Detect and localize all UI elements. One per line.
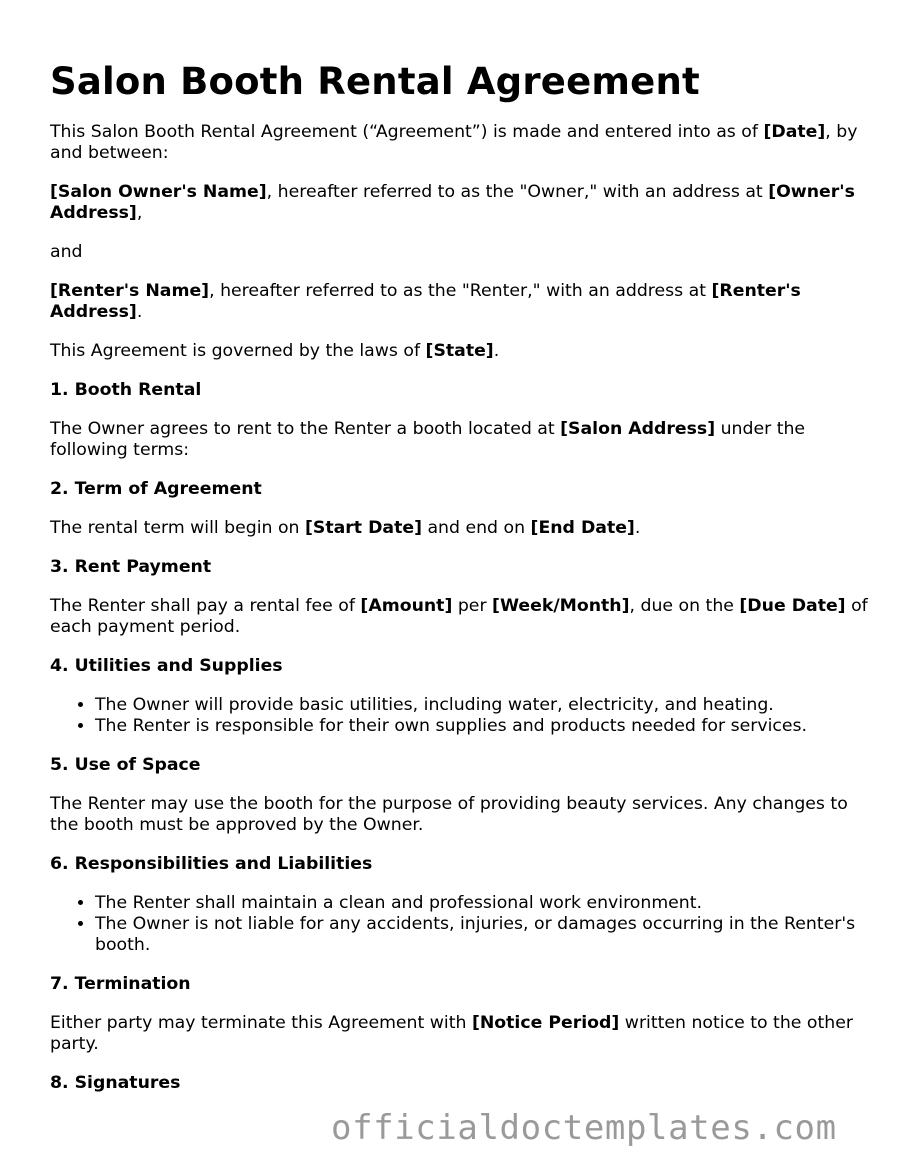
rent-text-due: , due on the (629, 596, 740, 617)
section-heading-term: 2. Term of Agreement (50, 479, 262, 500)
watermark: officialdoctemplates.com (331, 1108, 837, 1148)
document-title: Salon Booth Rental Agreement (50, 60, 700, 103)
governing-text: This Agreement is governed by the laws of (50, 341, 426, 362)
owner-text: , hereafter referred to as the "Owner," with an address at (266, 182, 769, 203)
list-item: • The Renter shall maintain a clean and professional work environment. (95, 893, 870, 914)
list-item: • The Owner will provide basic utilities, including water, electricity, and heating. (95, 695, 870, 716)
owner-address-placeholder: [Owner's Address] (50, 182, 855, 224)
renter-address-placeholder: [Renter's Address] (50, 281, 801, 323)
renter-paragraph (50, 281, 870, 323)
term-text-end: . (634, 518, 641, 539)
list-item: • The Owner is not liable for any accidents, injuries, or damages occurring in the Renter's booth. (95, 914, 870, 956)
governing-text-end: . (493, 341, 500, 362)
list-item: • The Renter is responsible for their own supplies and products needed for services. (95, 716, 870, 737)
responsibilities-list (50, 893, 870, 956)
intro-text: This Salon Booth Rental Agreement (“Agreement”) is made and entered into as of (50, 122, 764, 143)
owner-name-placeholder: [Salon Owner's Name] (50, 182, 267, 203)
rent-payment-paragraph (50, 596, 870, 638)
booth-rental-text: The Owner agrees to rent to the Renter a booth located at (50, 419, 561, 440)
rent-text: The Renter shall pay a rental fee of (50, 596, 361, 617)
notice-period-placeholder: [Notice Period] (471, 1013, 620, 1034)
renter-text-end: . (136, 302, 143, 323)
section-heading-termination: 7. Termination (50, 974, 191, 995)
renter-text: , hereafter referred to as the "Renter," with an address at (209, 281, 712, 302)
term-paragraph (50, 518, 870, 539)
intro-paragraph (50, 122, 870, 164)
period-placeholder: [Week/Month] (492, 596, 630, 617)
use-of-space-paragraph: The Renter may use the booth for the purpose of providing beauty services. Any changes to the booth must be approved by the Owner. (50, 794, 848, 836)
governing-law-paragraph (50, 341, 870, 362)
salon-address-placeholder: [Salon Address] (560, 419, 716, 440)
termination-paragraph (50, 1013, 870, 1055)
section-heading-use-of-space: 5. Use of Space (50, 755, 201, 776)
rent-text-end: of each payment period. (50, 596, 868, 638)
section-heading-utilities: 4. Utilities and Supplies (50, 656, 283, 677)
due-date-placeholder: [Due Date] (739, 596, 846, 617)
section-heading-responsibilities: 6. Responsibilities and Liabilities (50, 854, 373, 875)
and-paragraph: and (50, 242, 83, 263)
termination-text: Either party may terminate this Agreement with (50, 1013, 472, 1034)
owner-text-end: , (136, 203, 143, 224)
section-heading-signatures: 8. Signatures (50, 1073, 181, 1094)
rent-text-per: per (452, 596, 493, 617)
document-page (50, 60, 870, 1112)
intro-text-end: , by and between: (50, 122, 858, 164)
term-text: The rental term will begin on (50, 518, 306, 539)
section-heading-rent-payment: 3. Rent Payment (50, 557, 212, 578)
start-date-placeholder: [Start Date] (305, 518, 422, 539)
utilities-list (50, 695, 870, 737)
state-placeholder: [State] (425, 341, 494, 362)
termination-text-end: written notice to the other party. (50, 1013, 853, 1055)
amount-placeholder: [Amount] (360, 596, 453, 617)
renter-name-placeholder: [Renter's Name] (50, 281, 210, 302)
owner-paragraph (50, 182, 870, 224)
end-date-placeholder: [End Date] (530, 518, 635, 539)
booth-rental-text-end: under the following terms: (50, 419, 806, 461)
booth-rental-paragraph (50, 419, 870, 461)
section-heading-booth-rental: 1. Booth Rental (50, 380, 202, 401)
term-text-mid: and end on (421, 518, 531, 539)
date-placeholder: [Date] (763, 122, 826, 143)
